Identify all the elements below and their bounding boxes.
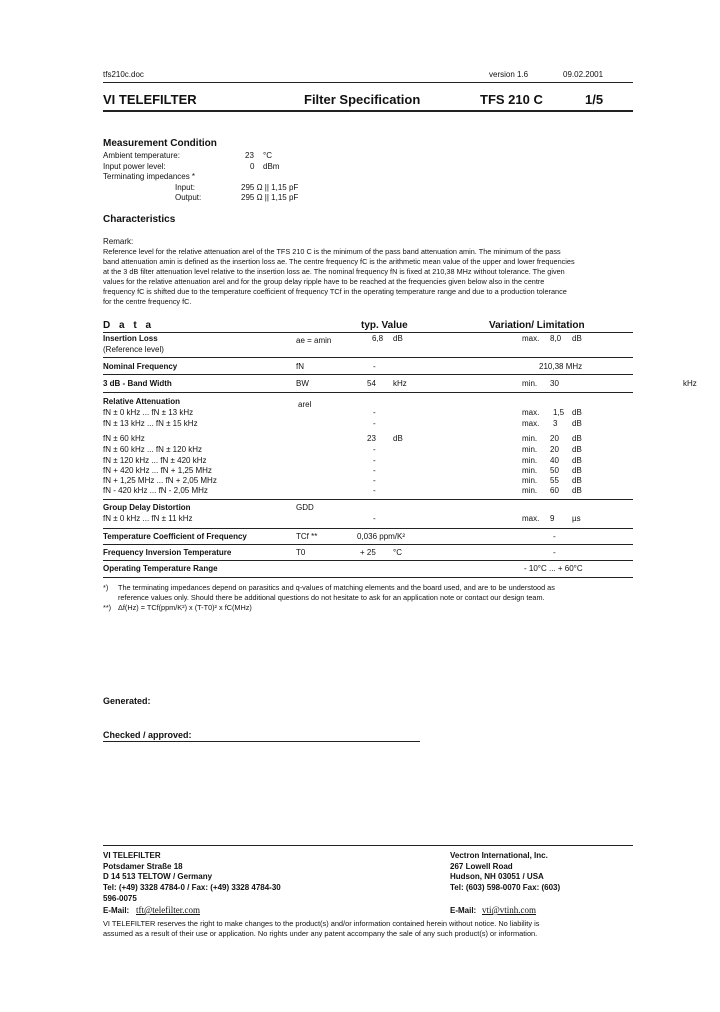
- input-label: Input:: [175, 183, 196, 192]
- meas-value: 0: [250, 162, 255, 171]
- limit-kind: min.: [522, 466, 538, 475]
- param-sublabel: (Reference level): [103, 345, 164, 354]
- limit-kind: min.: [522, 486, 538, 495]
- characteristics-title: Characteristics: [103, 214, 176, 225]
- output-value: 295 Ω || 1,15 pF: [241, 193, 299, 202]
- variation-heading: Variation/ Limitation: [489, 320, 585, 331]
- range-row: fN - 420 kHz ... fN - 2,05 MHz: [103, 486, 208, 495]
- checked-label: Checked / approved:: [103, 730, 192, 740]
- disclaimer-line: assumed as a result of their use or application. No rights under any patent accompany the sale of any such product(s) or information.: [103, 929, 538, 938]
- meas-unit: dBm: [263, 162, 280, 171]
- file-name: tfs210c.doc: [103, 70, 144, 79]
- range-row: fN ± 60 kHz: [103, 434, 145, 443]
- limit-kind: max.: [522, 514, 540, 523]
- param-label: Relative Attenuation: [103, 397, 181, 406]
- limit-value: -: [553, 548, 556, 557]
- footer-right-email-link[interactable]: vti@vtinh.com: [482, 905, 537, 915]
- param-label: Insertion Loss: [103, 334, 158, 343]
- limit-value: 20: [550, 434, 559, 443]
- typ-value: -: [373, 476, 376, 485]
- range-row: fN ± 0 kHz ... fN ± 13 kHz: [103, 408, 194, 417]
- meas-label: Input power level:: [103, 162, 166, 171]
- footer-left-email-label: E-Mail:: [103, 906, 130, 915]
- param-symbol: GDD: [296, 503, 314, 512]
- typ-unit: °C: [393, 548, 402, 557]
- output-label: Output:: [175, 193, 202, 202]
- limit-kind: max.: [522, 408, 540, 417]
- typ-value: -: [373, 486, 376, 495]
- typ-value: 54: [367, 379, 376, 388]
- param-symbol: arel: [298, 400, 312, 409]
- limit-unit: kHz: [683, 379, 697, 388]
- data-heading: D a t a: [103, 320, 155, 331]
- footnote-mark: **): [103, 603, 112, 612]
- limit-value: 30: [550, 379, 559, 388]
- typ-value: 23: [367, 434, 376, 443]
- footer-left-phone-cont: 596-0075: [103, 894, 137, 903]
- doc-date: 09.02.2001: [563, 70, 604, 79]
- footer-left-email-link[interactable]: tft@telefilter.com: [136, 905, 201, 915]
- limit-value: 20: [550, 445, 559, 454]
- typ-value: -: [373, 466, 376, 475]
- param-symbol: TCf **: [296, 532, 318, 541]
- generated-label: Generated:: [103, 696, 151, 706]
- range-row: fN ± 120 kHz ... fN ± 420 kHz: [103, 456, 207, 465]
- param-label: 3 dB - Band Width: [103, 379, 172, 388]
- input-value: 295 Ω || 1,15 pF: [241, 183, 299, 192]
- doc-type: Filter Specification: [304, 92, 421, 107]
- typ-value: -: [373, 514, 376, 523]
- footer-left-phone: Tel: (+49) 3328 4784-0 / Fax: (+49) 3328 4784-30: [103, 883, 281, 892]
- param-symbol: ae = amin: [296, 336, 332, 345]
- remark-line: frequency fC is shifted due to the temperature coefficient of frequency TCf in the operating temperature range and due to a production tolerance: [103, 287, 567, 296]
- typ-value: -: [373, 408, 376, 417]
- remark-line: at the 3 dB filter attenuation level relative to the insertion loss ae. The nominal frequency fN is fixed at 210,38 MHz without tolerance. The given: [103, 267, 565, 276]
- param-label: Operating Temperature Range: [103, 564, 218, 573]
- limit-value: 9: [550, 514, 555, 523]
- limit-kind: min.: [522, 434, 538, 443]
- meas-value: 23: [245, 151, 254, 160]
- footer-right-city: Hudson, NH 03051 / USA: [450, 872, 544, 881]
- limit-value: 1,5: [553, 408, 565, 417]
- param-symbol: T0: [296, 548, 306, 557]
- footer-right-phone: Tel: (603) 598-0070 Fax: (603): [450, 883, 561, 892]
- footnote-mark: *): [103, 583, 109, 592]
- typ-value-heading: typ. Value: [361, 320, 408, 331]
- limit-unit: dB: [572, 486, 582, 495]
- param-label: Group Delay Distortion: [103, 503, 191, 512]
- meas-unit: °C: [263, 151, 272, 160]
- part-number: TFS 210 C: [480, 92, 543, 107]
- limit-unit: dB: [572, 476, 582, 485]
- disclaimer-line: VI TELEFILTER reserves the right to make changes to the product(s) and/or information contained herein without notice. No liability is: [103, 919, 540, 928]
- remark-line: for the centre frequency fC.: [103, 297, 192, 306]
- remark-line: values for the relative attenuation arel and for the group delay ripple have to be reached at the frequencies given below also in the centre: [103, 277, 545, 286]
- footer-right-street: 267 Lowell Road: [450, 862, 513, 871]
- typ-value: 6,8: [372, 334, 384, 343]
- typ-value: 0,036 ppm/K²: [357, 532, 406, 541]
- limit-value: 55: [550, 476, 559, 485]
- range-row: fN + 420 kHz ... fN + 1,25 MHz: [103, 466, 212, 475]
- meas-label: Ambient temperature:: [103, 151, 180, 160]
- footnote-text: reference values only. Should there be additional questions do not hesitate to ask for an application note or contact our design team.: [118, 593, 545, 602]
- limit-unit: dB: [572, 445, 582, 454]
- range-row: fN ± 60 kHz ... fN ± 120 kHz: [103, 445, 203, 454]
- limit-unit: dB: [572, 334, 582, 343]
- limit-unit: dB: [572, 456, 582, 465]
- limit-value: 60: [550, 486, 559, 495]
- limit-kind: min.: [522, 456, 538, 465]
- limit-kind: min.: [522, 476, 538, 485]
- limit-kind: min.: [522, 445, 538, 454]
- limit-value: 210,38 MHz: [539, 362, 583, 371]
- remark-line: Reference level for the relative attenuation arel of the TFS 210 C is the minimum of the pass band attenuation amin. The minimum of the pass: [103, 247, 561, 256]
- footer-right-name: Vectron International, Inc.: [450, 851, 548, 860]
- remark-label: Remark:: [103, 237, 134, 246]
- footer-left-name: VI TELEFILTER: [103, 851, 161, 860]
- limit-value: 50: [550, 466, 559, 475]
- typ-value: -: [373, 445, 376, 454]
- param-label: Nominal Frequency: [103, 362, 178, 371]
- company-title: VI TELEFILTER: [103, 92, 197, 107]
- footer-left-city: D 14 513 TELTOW / Germany: [103, 872, 213, 881]
- limit-value: 8,0: [550, 334, 562, 343]
- footnote-text: The terminating impedances depend on parasitics and q-values of matching elements and the board used, and are to be understood as: [118, 583, 555, 592]
- limit-value: 40: [550, 456, 559, 465]
- footnote-text: Δf(Hz) = TCf(ppm/K²) x (T-T0)² x fC(MHz): [118, 603, 252, 612]
- page-number: 1/5: [585, 92, 604, 107]
- limit-kind: min.: [522, 379, 538, 388]
- remark-line: band attenuation amin is defined as the insertion loss ae. The centre frequency fC is the arithmetic mean value of the upper and lower frequencies: [103, 257, 575, 266]
- param-label: Frequency Inversion Temperature: [103, 548, 232, 557]
- typ-unit: kHz: [393, 379, 407, 388]
- measurement-title: Measurement Condition: [103, 138, 217, 149]
- typ-value: -: [373, 456, 376, 465]
- param-symbol: fN: [296, 362, 304, 371]
- range-row: fN ± 13 kHz ... fN ± 15 kHz: [103, 419, 198, 428]
- limit-unit: dB: [572, 434, 582, 443]
- limit-unit: dB: [572, 408, 582, 417]
- limit-kind: max.: [522, 334, 540, 343]
- typ-value: -: [373, 362, 376, 371]
- limit-value: 3: [553, 419, 558, 428]
- footer-left-street: Potsdamer Straße 18: [103, 862, 183, 871]
- typ-value: -: [373, 419, 376, 428]
- limit-unit: µs: [572, 514, 581, 523]
- range-row: fN ± 0 kHz ... fN ± 11 kHz: [103, 514, 193, 523]
- limit-kind: max.: [522, 419, 540, 428]
- typ-value: + 25: [360, 548, 376, 557]
- param-label: Temperature Coefficient of Frequency: [103, 532, 247, 541]
- range-row: fN + 1,25 MHz ... fN + 2,05 MHz: [103, 476, 217, 485]
- typ-unit: dB: [393, 334, 403, 343]
- meas-label: Terminating impedances *: [103, 172, 196, 181]
- footer-right-email-label: E-Mail:: [450, 906, 477, 915]
- limit-unit: dB: [572, 466, 582, 475]
- limit-unit: dB: [572, 419, 582, 428]
- limit-value: - 10°C ... + 60°C: [524, 564, 583, 573]
- limit-value: -: [553, 532, 556, 541]
- version: version 1.6: [489, 70, 529, 79]
- param-symbol: BW: [296, 379, 309, 388]
- typ-unit: dB: [393, 434, 403, 443]
